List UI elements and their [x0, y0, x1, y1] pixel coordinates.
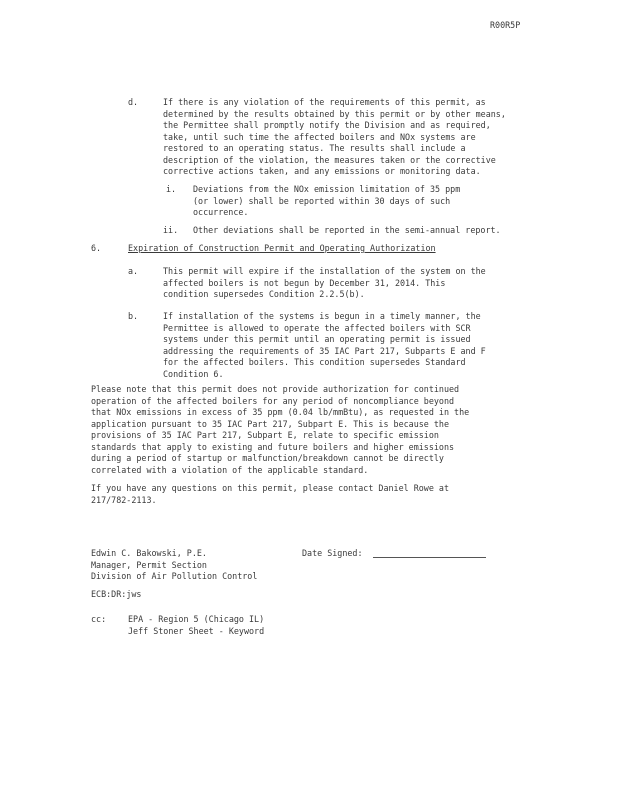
section-6-item-a-marker: a. [128, 266, 139, 276]
date-signed-line [373, 557, 486, 558]
sub-item-i-marker: i. [166, 184, 177, 194]
closing-line: Please note that this permit does not provide authorization for continued [91, 384, 460, 394]
cc-line: EPA - Region 5 (Chicago IL) [128, 614, 265, 624]
sub-item-ii-marker: ii. [163, 225, 179, 235]
section-6-item-a-line: affected boilers is not begun by December 31, 2014. This [163, 277, 446, 288]
signer-division: Division of Air Pollution Control [91, 571, 258, 581]
item-d-marker: d. [128, 97, 139, 107]
item-d-line: description of the violation, the measures taken or the corrective [163, 154, 496, 165]
sub-item-ii-line: Other deviations shall be reported in the semi-annual report. [193, 225, 501, 235]
item-d-line: take, until such time the affected boilers and NOx systems are [163, 131, 476, 142]
closing-line: that NOx emissions in excess of 35 ppm (0.04 lb/mmBtu), as requested in the [91, 407, 470, 417]
section-6-item-a-line: condition supersedes Condition 2.2.5(b). [163, 289, 365, 299]
contact-line: 217/782-2113. [91, 494, 157, 505]
item-d-line: the Permittee shall promptly notify the Division and as required, [163, 120, 491, 130]
item-d-line: If there is any violation of the requirements of this permit, as [163, 97, 486, 107]
closing-line: correlated with a violation of the applicable standard. [91, 464, 369, 475]
section-6-item-b-line: addressing the requirements of 35 IAC Part 217, Subparts E and F [163, 345, 486, 356]
signer-name: Edwin C. Bakowski, P.E. [91, 548, 207, 558]
sub-item-i-line: Deviations from the NOx emission limitation of 35 ppm [193, 184, 461, 194]
section-6-marker: 6. [91, 243, 102, 253]
section-6-item-a-line: This permit will expire if the installation of the system on the [163, 266, 486, 276]
typist-initials: ECB:DR:jws [91, 589, 142, 599]
item-d-line: restored to an operating status. The results shall include a [163, 143, 466, 153]
section-6-item-b-line: systems under this permit until an operating permit is issued [163, 334, 471, 344]
section-6-heading: Expiration of Construction Permit and Operating Authorization [128, 243, 436, 253]
section-6-item-b-line: Permittee is allowed to operate the affected boilers with SCR [163, 322, 471, 333]
contact-line: If you have any questions on this permit, please contact Daniel Rowe at [91, 483, 449, 493]
section-6-item-b-marker: b. [128, 311, 139, 321]
closing-line: during a period of startup or malfunction/breakdown cannot be directly [91, 453, 444, 463]
page-id: R00R5P [490, 20, 521, 30]
cc-label: cc: [91, 614, 107, 624]
closing-line: standards that apply to existing and future boilers and higher emissions [91, 441, 455, 452]
closing-line: operation of the affected boilers for any period of noncompliance beyond [91, 395, 455, 406]
date-signed-label: Date Signed: [302, 548, 363, 558]
cc-line: Jeff Stoner Sheet - Keyword [128, 625, 265, 636]
sub-item-i-line: (or lower) shall be reported within 30 days of such [193, 195, 451, 206]
section-6-item-b-line: If installation of the systems is begun in a timely manner, the [163, 311, 481, 321]
item-d-line: corrective actions taken, and any emissions or monitoring data. [163, 166, 481, 176]
sub-item-i-line: occurrence. [193, 207, 249, 217]
section-6-item-b-line: Condition 6. [163, 368, 224, 379]
closing-line: application pursuant to 35 IAC Part 217, Subpart E. This is because the [91, 418, 449, 429]
item-d-line: determined by the results obtained by this permit or by other means, [163, 108, 506, 119]
section-6-item-b-line: for the affected boilers. This condition supersedes Standard [163, 357, 466, 367]
closing-line: provisions of 35 IAC Part 217, Subpart E, relate to specific emission [91, 430, 439, 440]
signer-title: Manager, Permit Section [91, 559, 207, 570]
